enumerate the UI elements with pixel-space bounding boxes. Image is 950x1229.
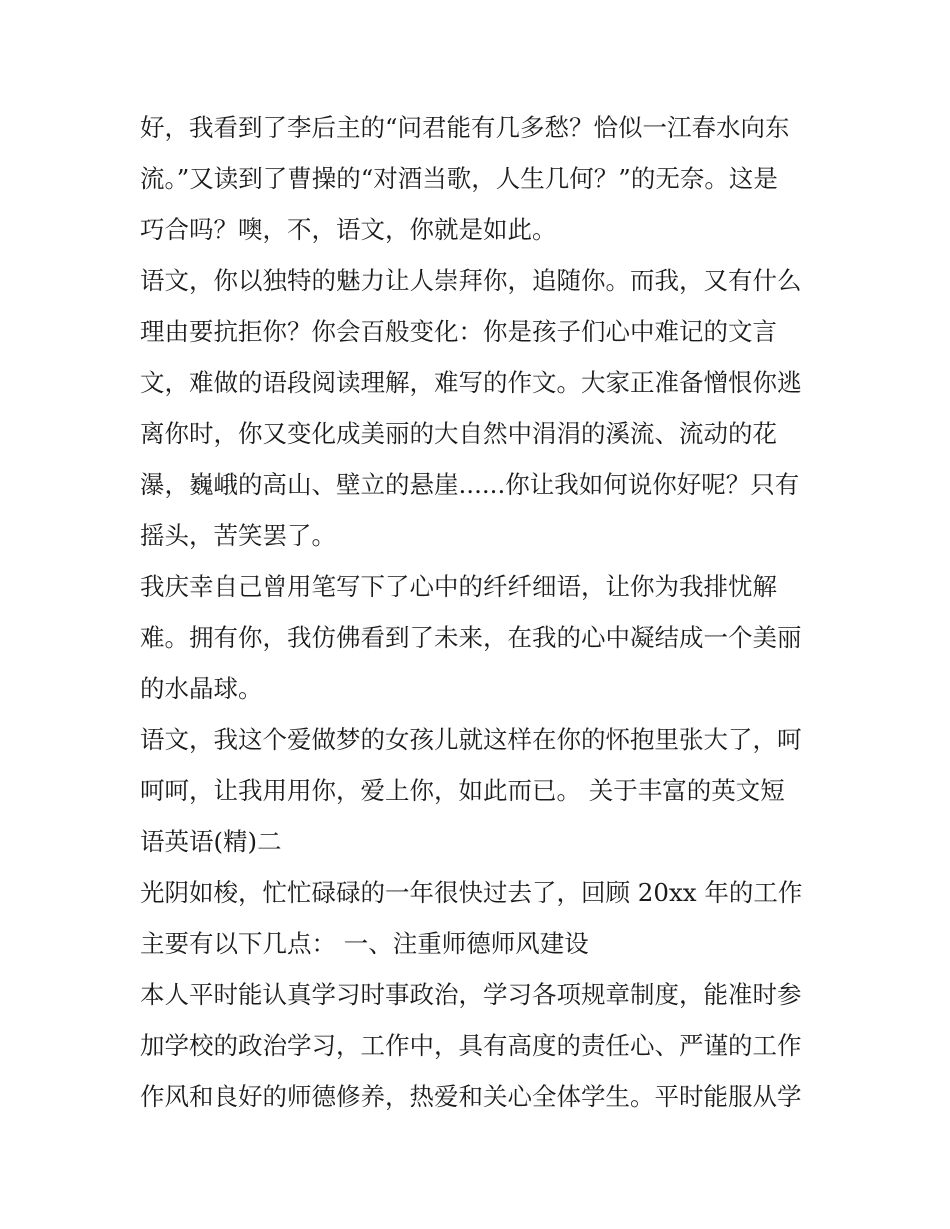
text-line: 语英语(精)二 xyxy=(140,827,282,856)
text-line: 离你时，你又变化成美丽的大自然中涓涓的溪流、流动的花 xyxy=(140,419,777,448)
text-line: 的水晶球。 xyxy=(140,674,263,703)
text-line: 瀑，巍峨的高山、壁立的悬崖......你让我如何说你好呢？只有 xyxy=(140,470,800,499)
text-line: 摇头，苦笑罢了。 xyxy=(140,521,336,550)
text-line: 主要有以下几点： 一、注重师德师风建设 xyxy=(140,929,589,958)
text-line: 理由要抗拒你？你会百般变化：你是孩子们心中难记的文言 xyxy=(140,317,777,346)
text-line: 我庆幸自己曾用笔写下了心中的纤纤细语，让你为我排忧解 xyxy=(140,572,777,601)
text-line: 文，难做的语段阅读理解，难写的作文。大家正准备憎恨你逃 xyxy=(140,368,802,397)
body-text xyxy=(140,102,820,1122)
text-line: 作风和良好的师德修养，热爱和关心全体学生。平时能服从学 xyxy=(140,1082,802,1111)
text-line: 语文，我这个爱做梦的女孩儿就这样在你的怀抱里张大了，呵 xyxy=(140,725,802,754)
text-line: 光阴如梭，忙忙碌碌的一年很快过去了，回顾 20xx 年的工作 xyxy=(140,878,803,907)
text-line: 难。拥有你，我仿佛看到了未来，在我的心中凝结成一个美丽 xyxy=(140,623,802,652)
text-line: 好，我看到了李后主的“问君能有几多愁？恰似一江春水向东 xyxy=(140,113,790,142)
text-line: 加学校的政治学习，工作中，具有高度的责任心、严谨的工作 xyxy=(140,1031,802,1060)
text-line: 本人平时能认真学习时事政治，学习各项规章制度，能准时参 xyxy=(140,980,802,1009)
text-line: 呵呵，让我用用你，爱上你，如此而已。 关于丰富的英文短 xyxy=(140,776,785,805)
text-line: 巧合吗？噢，不，语文，你就是如此。 xyxy=(140,215,557,244)
text-line: 流。”又读到了曹操的“对酒当歌，人生几何？”的无奈。这是 xyxy=(140,164,778,193)
text-line: 语文，你以独特的魅力让人崇拜你，追随你。而我，又有什么 xyxy=(140,266,802,295)
